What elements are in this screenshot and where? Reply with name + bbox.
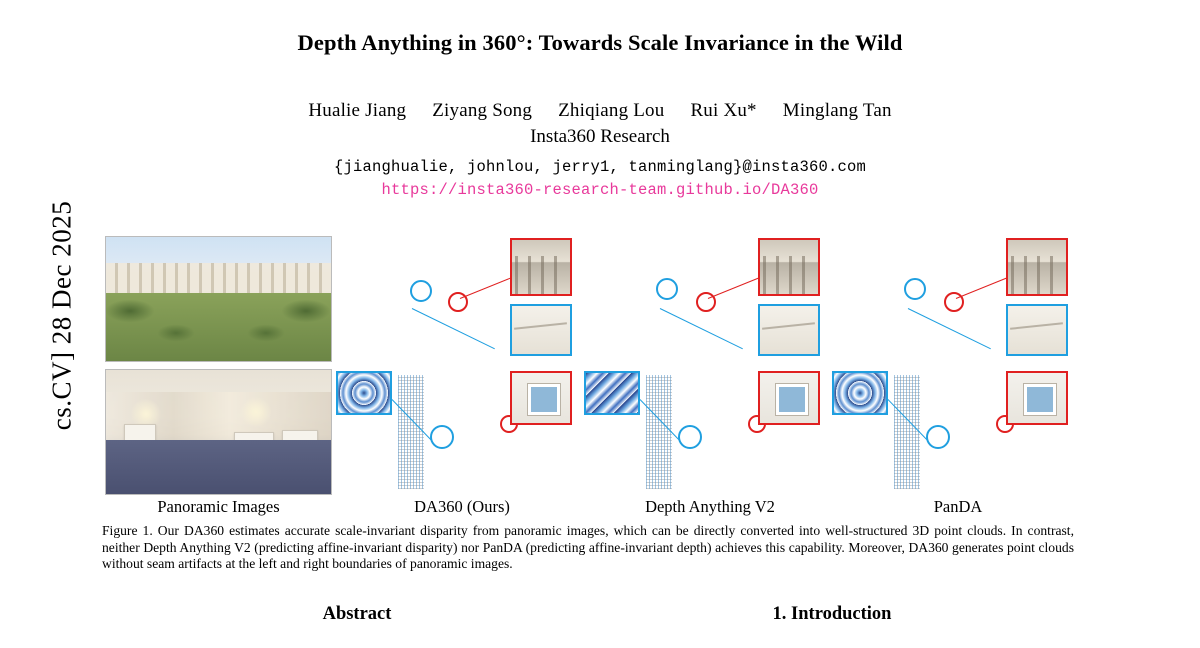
zoom-crop-blue-dav2 — [584, 371, 640, 415]
zoom-crop-red-da360 — [510, 238, 572, 296]
zoom-crop-blue-da360 — [510, 304, 572, 356]
zoom-crop-red-panda — [1006, 238, 1068, 296]
highlight-circle-blue — [904, 278, 926, 300]
highlight-circle-blue — [926, 425, 950, 449]
figure-label-panoramic: Panoramic Images — [157, 497, 280, 516]
author-3: Zhiqiang Lou — [558, 100, 665, 121]
paper-page — [100, 0, 1100, 648]
zoom-crop-blue-panda — [832, 371, 888, 415]
highlight-circle-blue — [410, 280, 432, 302]
pointcloud-dav2-outdoor — [600, 236, 775, 362]
section-headings — [100, 604, 1100, 625]
zoom-crop-red-dav2 — [758, 371, 820, 425]
panoramic-image-indoor — [105, 369, 332, 495]
title-part-1: Depth Anything in — [297, 30, 483, 55]
figure-row-indoor — [100, 369, 1100, 495]
author-2: Ziyang Song — [432, 100, 533, 121]
zoom-crop-red-panda — [1006, 371, 1068, 425]
figure-caption: Figure 1. Our DA360 estimates accurate scale-invariant disparity from panoramic images, which can be directly converted into well-structured 3D point clouds. In contrast, neither Depth Anything V2 (predicting affine-invariant disparity) nor PanDA (predicting affine-invariant depth) achieves this capability. Moreover, DA360 generates point clouds without seam artifacts at the left and right boundaries of panoramic images. — [102, 523, 1074, 572]
author-list — [100, 100, 1100, 122]
introduction-heading: 1. Introduction — [772, 604, 892, 624]
title-part-2: : Towards Scale Invariance in the Wild — [525, 30, 903, 55]
figure-column-labels — [100, 497, 1100, 519]
zoom-crop-red-dav2 — [758, 238, 820, 296]
zoom-crop-blue-da360 — [336, 371, 392, 415]
author-4: Rui Xu* — [690, 100, 757, 121]
affiliation: Insta360 Research — [530, 126, 670, 147]
highlight-circle-blue — [430, 425, 454, 449]
highlight-circle-blue — [678, 425, 702, 449]
figure-label-da360: DA360 (Ours) — [414, 497, 510, 516]
pointcloud-panda-outdoor — [848, 236, 1023, 362]
highlight-circle-blue — [656, 278, 678, 300]
pointcloud-da360-outdoor — [352, 236, 527, 362]
arxiv-stamp: cs.CV] 28 Dec 2025 — [46, 200, 77, 431]
project-url-link[interactable]: https://insta360-research-team.github.io/DA360 — [381, 181, 819, 199]
author-1: Hualie Jiang — [308, 100, 407, 121]
zoom-crop-blue-dav2 — [758, 304, 820, 356]
figure-row-outdoor — [100, 236, 1100, 362]
page-title — [100, 30, 1100, 56]
abstract-heading: Abstract — [322, 604, 392, 624]
contact-emails: {jianghualie, johnlou, jerry1, tanminglang}@insta360.com — [333, 158, 867, 176]
panoramic-image-outdoor — [105, 236, 332, 362]
figure-label-dav2: Depth Anything V2 — [645, 497, 775, 516]
figure-1 — [100, 236, 1100, 573]
zoom-crop-red-da360 — [510, 371, 572, 425]
figure-label-panda: PanDA — [933, 497, 983, 516]
author-5: Minglang Tan — [782, 100, 892, 121]
zoom-crop-blue-panda — [1006, 304, 1068, 356]
abstract-column — [100, 604, 600, 625]
introduction-column — [600, 604, 1100, 625]
title-degree: 360° — [482, 30, 526, 55]
